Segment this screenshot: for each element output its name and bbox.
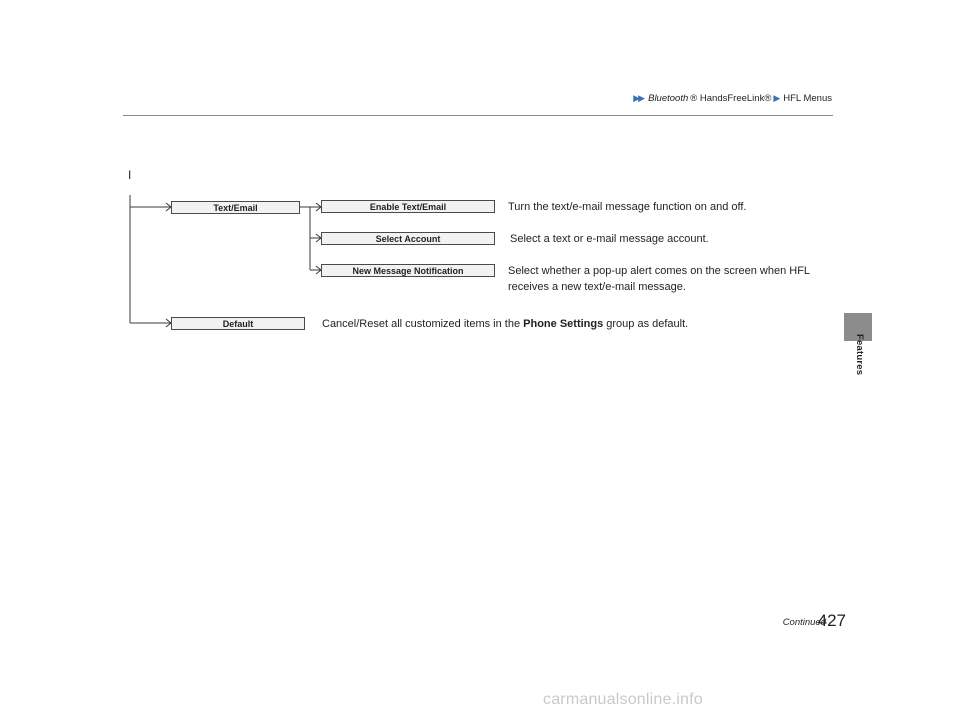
desc-default-bold: Phone Settings — [523, 318, 604, 330]
desc-line-2: receives a new text/e-mail message. — [508, 281, 686, 293]
page-number: 427 — [817, 611, 846, 630]
watermark: carmanualsonline.info — [543, 691, 703, 708]
menu-item-new-message-notification[interactable]: New Message Notification — [321, 264, 495, 277]
menu-item-default[interactable]: Default — [171, 317, 305, 330]
breadcrumb-item-handsfreelink[interactable]: ® HandsFreeLink® — [690, 93, 772, 104]
desc-select-account: Select a text or e-mail message account. — [510, 233, 709, 245]
arrow-icon: ▶ — [773, 93, 779, 103]
breadcrumb-item-hfl-menus[interactable]: HFL Menus — [783, 93, 832, 104]
desc-default — [322, 316, 688, 332]
desc-default-post: group as default. — [603, 318, 689, 330]
double-arrow-icon: ▶▶ — [633, 93, 644, 103]
desc-line-1: Select whether a pop-up alert comes on the screen when HFL — [508, 265, 811, 277]
menu-item-select-account[interactable]: Select Account — [321, 232, 495, 245]
desc-default-pre: Cancel/Reset all customized items in the — [322, 318, 524, 330]
menu-item-text-email[interactable]: Text/Email — [171, 201, 300, 214]
continued-label: Continued — [782, 617, 826, 628]
desc-enable-text-email: Turn the text/e-mail message function on and off. — [508, 201, 747, 213]
menu-item-enable-text-email[interactable]: Enable Text/Email — [321, 200, 495, 213]
section-tab-label: Features — [854, 334, 865, 376]
desc-new-message-notification — [508, 263, 810, 295]
top-marker: I — [128, 168, 132, 182]
breadcrumb-item-bluetooth[interactable]: Bluetooth — [648, 93, 689, 104]
